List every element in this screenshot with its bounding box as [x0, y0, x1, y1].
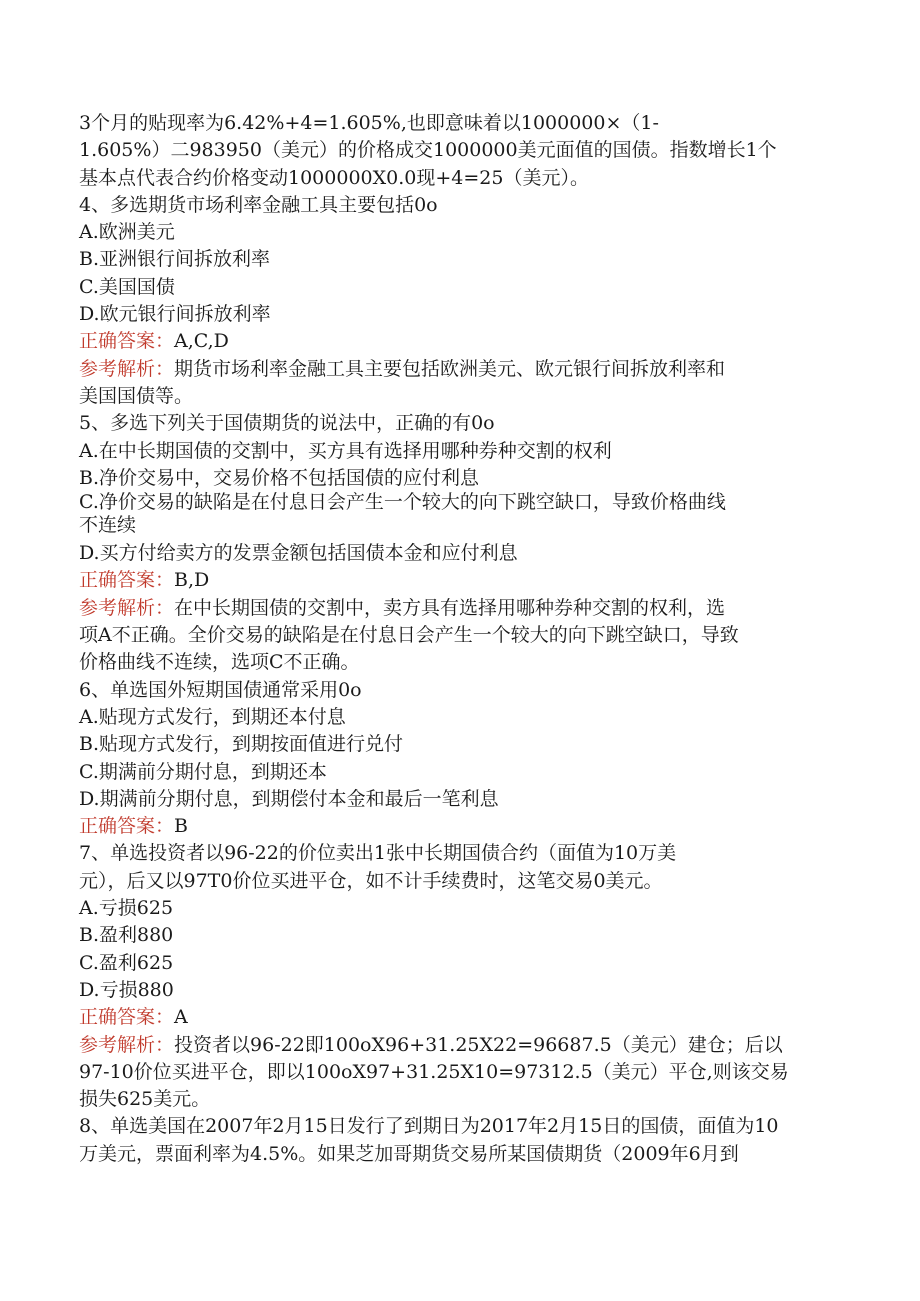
analysis-text: 投资者以96-22即100oX96+31.25X22=96687.5（美元）建仓；后以 — [174, 1033, 783, 1056]
option-d: D.欧元银行间拆放利率 — [79, 303, 271, 326]
question-stem: 8、单选美国在2007年2月15日发行了到期日为2017年2月15日的国债，面值为10 — [79, 1115, 779, 1138]
paragraph-line: 1.605%）二983950（美元）的价格成交1000000美元面值的国债。指数增长1个 — [79, 139, 777, 162]
option-b: B.贴现方式发行，到期按面值进行兑付 — [79, 733, 404, 756]
analysis-text: 价格曲线不连续，选项C不正确。 — [79, 651, 360, 674]
analysis-label: 参考解析： — [79, 596, 175, 619]
paragraph-line: 3个月的贴现率为6.42%+4=1.605%,也即意味着以1000000×（1- — [79, 112, 659, 134]
question-stem: 万美元，票面利率为4.5%。如果芝加哥期货交易所某国债期货（2009年6月到 — [79, 1142, 739, 1165]
option-c-continued: 不连续 — [79, 514, 137, 537]
option-c: C.期满前分期付息，到期还本 — [79, 760, 327, 783]
question-8 — [79, 1113, 839, 1168]
option-d: D.买方付给卖方的发票金额包括国债本金和应付利息 — [79, 542, 518, 565]
option-a: A.欧洲美元 — [79, 221, 175, 244]
question-5 — [79, 410, 839, 676]
answer-value: A,C,D — [174, 330, 229, 353]
question-6 — [79, 677, 839, 841]
analysis-line — [79, 356, 839, 383]
answer-label: 正确答案： — [79, 815, 175, 838]
question-stem: 6、单选国外短期国债通常采用0o — [79, 678, 362, 701]
paragraph-line: 基本点代表合约价格变动1000000X0.0现+4=25（美元）。 — [79, 166, 589, 189]
option-d: D.亏损880 — [79, 978, 174, 1001]
option-b: B.盈利880 — [79, 924, 174, 947]
option-c: C.盈利625 — [79, 951, 174, 974]
analysis-label: 参考解析： — [79, 1033, 175, 1056]
option-b: B.净价交易中，交易价格不包括国债的应付利息 — [79, 466, 480, 489]
answer-value: B,D — [174, 569, 210, 592]
question-7 — [79, 840, 839, 1113]
analysis-label: 参考解析： — [79, 357, 175, 380]
analysis-text: 在中长期国债的交割中，卖方具有选择用哪种券种交割的权利，选 — [174, 596, 726, 619]
question-stem: 元），后又以97T0价位买进平仓，如不计手续费时，这笔交易0美元。 — [79, 869, 663, 892]
option-c: C.美国国债 — [79, 275, 175, 298]
option-a: A.亏损625 — [79, 897, 174, 920]
answer-label: 正确答案： — [79, 330, 175, 353]
question-4 — [79, 192, 839, 410]
question-stem: 7、单选投资者以96-22的价位卖出1张中长期国债合约（面值为10万美 — [79, 842, 677, 865]
option-d: D.期满前分期付息，到期偿付本金和最后一笔利息 — [79, 787, 499, 810]
option-a: A.贴现方式发行，到期还本付息 — [79, 705, 346, 728]
analysis-text: 97-10价位买进平仓，即以100oX97+31.25X10=97312.5（美元）平仓,则该交易 — [79, 1060, 789, 1083]
answer-label: 正确答案： — [79, 1006, 175, 1029]
analysis-text: 项A不正确。全价交易的缺陷是在付息日会产生一个较大的向下跳空缺口，导致 — [79, 624, 739, 647]
analysis-line — [79, 595, 839, 622]
question-stem: 4、多选期货市场利率金融工具主要包括0o — [79, 193, 438, 216]
option-b: B.亚洲银行间拆放利率 — [79, 248, 271, 271]
answer-line — [79, 1004, 839, 1031]
option-a: A.在中长期国债的交割中，买方具有选择用哪种券种交割的权利 — [79, 439, 612, 462]
analysis-line — [79, 1032, 839, 1059]
answer-line — [79, 813, 839, 840]
document-page — [79, 110, 839, 1168]
answer-value: A — [174, 1006, 188, 1029]
answer-line — [79, 328, 839, 355]
question-stem: 5、多选下列关于国债期货的说法中，正确的有0o — [79, 412, 495, 435]
analysis-text: 期货市场利率金融工具主要包括欧洲美元、欧元银行间拆放利率和 — [174, 357, 726, 380]
answer-line — [79, 567, 839, 594]
answer-value: B — [174, 815, 188, 838]
analysis-text: 美国国债等。 — [79, 384, 194, 407]
analysis-text: 损失625美元。 — [79, 1088, 211, 1111]
option-c: C.净价交易的缺陷是在付息日会产生一个较大的向下跳空缺口，导致价格曲线 — [79, 491, 726, 514]
answer-label: 正确答案： — [79, 569, 175, 592]
